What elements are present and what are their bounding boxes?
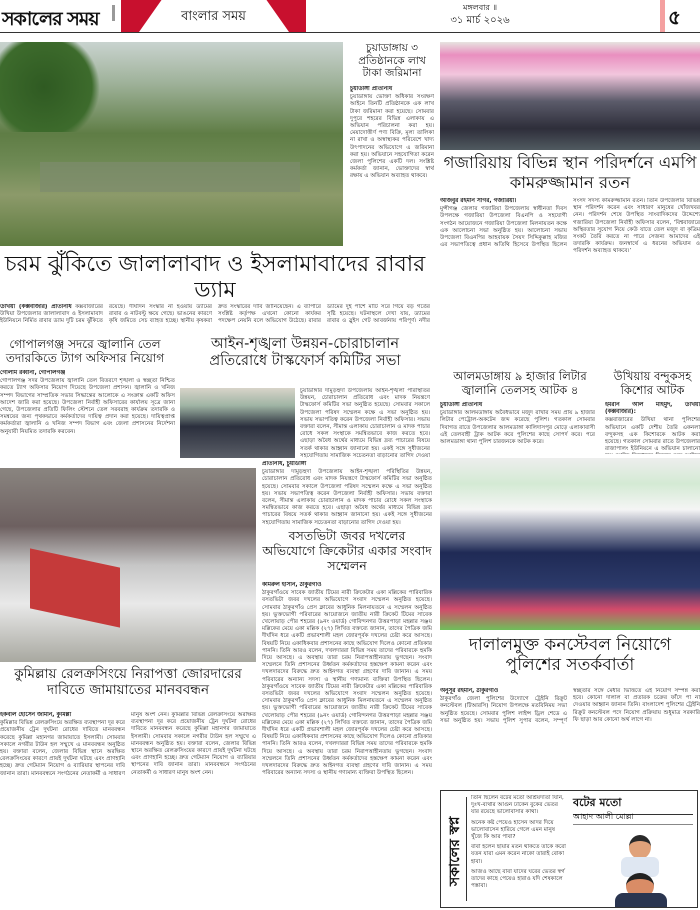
gopalganj-headline: গোপালগঞ্জ সদরে জ্বালানি তেল তদারকিতে ট্যাগ অফিসার নিয়োগ: [5, 337, 165, 366]
comilla-headline: কুমিল্লায় রেলক্রসিংয়ে নিরাপত্তা জোরদারের দাবিতে জামায়াতের মানববন্ধন: [14, 666, 242, 699]
taskforce-body: প্রতিনিধি, চুয়াডাঙ্গা চুয়াডাঙ্গার দামুড়হুদা উপজেলায় আইন-শৃঙ্খলা পরিস্থিতির উন্নয়ন, চোরাচালান প্রতিরোধ এবং মাদক নিয়ন্ত্রণে টাস্কফোর্স কমিটির সভা অনুষ্ঠিত হয়েছে। সোমবার সকালে উপজেলা পরিষদ সম্মেলন কক্ষে এ সভা অনুষ্ঠিত হয়। সভায় সভাপতিত্ব করেন উপজেলা নির্বাহী অফিসার। সভায় বক্তারা বলেন, সীমান্ত এলাকায় চোরাচালান ও মাদক পাচার রোধে সকল সংস্থাকে সমন্বিতভাবে কাজ করতে হবে। এছাড়া অবৈধ অর্থের মাধ্যমে বিভিন্ন দ্রব্য পাচারের বিষয়ে সতর্ক থাকার আহ্বান জানানো হয়। একই সঙ্গে সুধীজনের সহযোগিতায় সামাজিক সচেতনতা বাড়ানোর তাগিদ দেওয়া হয়।: [262, 461, 432, 525]
poem-stanza: আজও আছে বাবা যাদের ঘরের ভেতর স্বর্গ তাদের কাছে পেয়েও হারাও যদি শেষকালে পস্তাবা।: [471, 868, 565, 890]
constable-photo: [440, 458, 700, 630]
comilla-body: ইকবাল হোসেন জামান, কুমিল্লা কুমিল্লার বিভিন্ন রেলক্রসিংয়ে অরক্ষিত ব্যবস্থাপনা দূর করে প্রয়োজনীয় ট্রেন দুর্ঘটনা রোধের দাবিতে মানববন্ধন করেছে কুমিল্লা মহানগর জামায়াতে ইসলামী। সোমবার সকালে নগরীর টাউন হল সম্মুখে এ মানববন্ধন অনুষ্ঠিত হয়। বক্তারা বলেন, জেলার বিভিন্ন স্থানে অরক্ষিত রেলক্রসিংয়ের কারণে প্রায়ই দুর্ঘটনা ঘটছে এবং প্রাণহানি হচ্ছে। দ্রুত গেটম্যান নিয়োগ ও ব্যারিয়ার স্থাপনের দাবি জানান তারা। মানববন্ধনে সংগঠনের নেতাকর্মী ও সাধারণ মানুষ অংশ নেন। কুমিল্লার বিভিন্ন রেলক্রসিংয়ে অরক্ষিত ব্যবস্থাপনা দূর করে প্রয়োজনীয় ট্রেন দুর্ঘটনা রোধের দাবিতে মানববন্ধন করেছে কুমিল্লা মহানগর জামায়াতে ইসলামী। সোমবার সকালে নগরীর টাউন হল সম্মুখে এ মানববন্ধন অনুষ্ঠিত হয়। বক্তারা বলেন, জেলার বিভিন্ন স্থানে অরক্ষিত রেলক্রসিংয়ের কারণে প্রায়ই দুর্ঘটনা ঘটছে এবং প্রাণহানি হচ্ছে। দ্রুত গেটম্যান নিয়োগ ও ব্যারিয়ার স্থাপনের দাবি জানান তারা। মানববন্ধনে সংগঠনের নেতাকর্মী ও সাধারণ মানুষ অংশ নেন।: [0, 712, 256, 777]
section-title: বাংলার সময়: [181, 9, 246, 24]
chuadanga-fine-headline: চুয়াডাঙ্গায় ৩ প্রতিষ্ঠানকে লাখ টাকা জরিমানা: [358, 42, 426, 80]
cricketer-body: কামরুল হাসান, ঠাকুরগাঁও ঠাকুরগাঁওয়ে সাবেক জাতীয় টিমের নারী ক্রিকেটার একা মল্লিকের পারিবারিক বসতভিটা জবর দখলের অভিযোগে সংবাদ সম্মেলন অনুষ্ঠিত হয়েছে। সোমবার ঠাকুরগাঁও প্রেস ক্লাবের আধুনিক মিলনায়তনে এ সম্মেলন অনুষ্ঠিত হয়। ভুক্তভোগী পরিবারের আয়োজনে জাতীয় নারী ক্রিকেট টিমের সাবেক খেলোয়াড় পৌর শহরের (৯নং ওয়ার্ড) গোবিন্দনগর উত্তরপাড়া মহল্লার সঞ্জয় মল্লিকের মেয়ে একা মল্লিক (২৭) লিখিত বক্তব্যে জানান, তাদের পৈত্রিক জমি দীর্ঘদিন ধরে একটি প্রভাবশালী মহল জোরপূর্বক দখলের চেষ্টা করে আসছে। বিষয়টি নিয়ে একাধিকবার প্রশাসনের কাছে অভিযোগ দিলেও কোনো প্রতিকার পাননি। তিনি আরও বলেন, দখলদাররা বিভিন্ন সময় তাদের পরিবারকে হুমকি দিয়ে আসছে। এ অবস্থায় তারা চরম নিরাপত্তাহীনতায় ভুগছেন। সংবাদ সম্মেলনে তিনি প্রশাসনের উর্ধ্বতন কর্মকর্তাদের হস্তক্ষেপ কামনা করেন এবং দখলদারদের বিরুদ্ধে দ্রুত আইনগত ব্যবস্থা গ্রহণের দাবি জানান। এ সময় পরিবারের অন্যান্য সদস্য ও স্থানীয় গণ্যমান্য ব্যক্তিরা উপস্থিত ছিলেন। ঠাকুরগাঁওয়ে সাবেক জাতীয় টিমের নারী ক্রিকেটার একা মল্লিকের পারিবারিক বসতভিটা জবর দখলের অভিযোগে সংবাদ সম্মেলন অনুষ্ঠিত হয়েছে। সোমবার ঠাকুরগাঁও প্রেস ক্লাবের আধুনিক মিলনায়তনে এ সম্মেলন অনুষ্ঠিত হয়। ভুক্তভোগী পরিবারের আয়োজনে জাতীয় নারী ক্রিকেট টিমের সাবেক খেলোয়াড় পৌর শহরের (৯নং ওয়ার্ড) গোবিন্দনগর উত্তরপাড়া মহল্লার সঞ্জয় মল্লিকের মেয়ে একা মল্লিক (২৭) লিখিত বক্তব্যে জানান, তাদের পৈত্রিক জমি দীর্ঘদিন ধরে একটি প্রভাবশালী মহল জোরপূর্বক দখলের চেষ্টা করে আসছে। বিষয়টি নিয়ে একাধিকবার প্রশাসনের কাছে অভিযোগ দিলেও কোনো প্রতিকার পাননি। তিনি আরও বলেন, দখলদাররা বিভিন্ন সময় তাদের পরিবারকে হুমকি দিয়ে আসছে। এ অবস্থায় তারা চরম নিরাপত্তাহীনতায় ভুগছেন। সংবাদ সম্মেলনে তিনি প্রশাসনের উর্ধ্বতন কর্মকর্তাদের হস্তক্ষেপ কামনা করেন এবং দখলদারদের বিরুদ্ধে দ্রুত আইনগত ব্যবস্থা গ্রহণের দাবি জানান। এ সময় পরিবারের অন্যান্য সদস্য ও স্থানীয় গণ্যমান্য ব্যক্তিরা উপস্থিত ছিলেন।: [262, 582, 432, 777]
newspaper-logo: সকালের সময়: [2, 8, 99, 30]
taskforce-photo: [180, 388, 295, 458]
taskforce-headline: আইন-শৃঙ্খলা উন্নয়ন-চোরাচালান প্রতিরোধে টাস্কফোর্স কমিটির সভা: [209, 336, 401, 370]
masthead: [0, 0, 700, 33]
taskforce-body-side: চুয়াডাঙ্গার দামুড়হুদা উপজেলায় আইন-শৃঙ্খলা পরিস্থিতির উন্নয়ন, চোরাচালান প্রতিরোধ এবং মাদক নিয়ন্ত্রণে টাস্কফোর্স কমিটির সভা অনুষ্ঠিত হয়েছে। সোমবার সকালে উপজেলা পরিষদ সম্মেলন কক্ষে এ সভা অনুষ্ঠিত হয়। সভায় সভাপতিত্ব করেন উপজেলা নির্বাহী অফিসার। সভায় বক্তারা বলেন, সীমান্ত এলাকায় চোরাচালান ও মাদক পাচার রোধে সকল সংস্থাকে সমন্বিতভাবে কাজ করতে হবে। এছাড়া অবৈধ অর্থের মাধ্যমে বিভিন্ন দ্রব্য পাচারের বিষয়ে সতর্ক থাকার আহ্বান জানানো হয়। একই সঙ্গে সুধীজনের সহযোগিতায় সামাজিক সচেতনতা বাড়ানোর তাগিদ দেওয়া: [300, 388, 430, 458]
literary-box: [440, 790, 698, 908]
gopalganj-body: গোলাম রব্বানী, গোপালগঞ্জ গোপালগঞ্জ সদর উপজেলায় জ্বালানি তেল বিতরণে শৃঙ্খলা ও স্বচ্ছতা নিশ্চিত করতে ট্যাগ অফিসার নিয়োগ দিয়েছে উপজেলা প্রশাসন। জ্বালানি ও খনিজ সম্পদ বিভাগের সাম্প্রতিক সভার সিদ্ধান্তের আলোকে এ সংক্রান্ত একটি অফিস আদেশ জারি করা হয়েছে। উপজেলা নির্বাহী অফিসারের কার্যালয় সূত্রে জানা গেছে, উপজেলার প্রতিটি ফিলিং স্টেশনে তেল সরবরাহ কার্যক্রম তদারকি ও সমন্বয়ের জন্য পৃথকভাবে কর্মকর্তাদের দায়িত্ব প্রদান করা হয়েছে। দায়িত্বপ্রাপ্ত কর্মকর্তারা জ্বালানি ও খনিজ সম্পদ বিভাগ এবং জেলা প্রশাসনের নির্দেশনা অনুযায়ী নিয়মিত তদারকি করবেন।: [0, 370, 175, 435]
constable-body: অনুসূর রহমান, ঠাকুরগাঁও ঠাকুরগাঁও জেলা পুলিশের উদ্যোগে ট্রেইনি রিক্রুট কনস্টেবল (টিআরসি) নিয়োগ উপলক্ষে মতবিনিময় সভা অনুষ্ঠিত হয়েছে। সোমবার পুলিশ লাইন্স ড্রিল শেডে এ সভা অনুষ্ঠিত হয়। সভায় পুলিশ সুপার বলেন, সম্পূর্ণ স্বচ্ছতার সঙ্গে মেধার ভিত্তিতে এই নিয়োগ সম্পন্ন করা হবে। কোনো দালাল বা প্রতারক চক্রের ফাঁদে পা না দেওয়ার আহ্বান জানান তিনি। বাংলাদেশ পুলিশের ট্রেইনি রিক্রুট কনস্টেবল পদে নিয়োগ প্রক্রিয়ায় শুধুমাত্র সরকারি ফি ছাড়া আর কোনো অর্থ লাগে না।: [440, 688, 700, 724]
poem-stanza: অনেক কষ্ট পেয়েও হাসেন আদর দিয়ে ভালোবাসেন হারিয়ে গেলে এমন মানুষ খুঁজে কি আর পাবা?: [471, 819, 555, 841]
gazaria-headline: গজারিয়ায় বিভিন্ন স্থান পরিদর্শনে এমপি কামরুজ্জামান রতন: [443, 153, 697, 192]
section-banner: [121, 0, 306, 32]
page-number: ৫: [668, 5, 681, 29]
rubber-dam-body: উখিয়া (কক্সবাজার) প্রতিনিধি কক্সবাজারের উখিয়া উপজেলার জালালাবাদ ও ইসলামাবাদ ইউনিয়নে নির্মিত রাবার ড্যাম দুটি চরম ঝুঁকিতে রয়েছে। দীর্ঘদিন সংস্কার না হওয়ায় ড্যামের রাবার ও নাটবল্টু ক্ষয়ে গেছে। ভাঙনের কারণে কৃষি জমিতে সেচ ব্যাহত হচ্ছে। স্থানীয় কৃষকরা দ্রুত সংস্কারের দাবি জানিয়েছেন। এ ব্যাপারে সংশ্লিষ্ট কর্তৃপক্ষ এখনো কোনো কার্যকর পদক্ষেপ নেয়নি বলে অভিযোগ উঠেছে। রাবার ড্যামের দুই পাশে মাটি সরে গিয়ে বড় গর্তের সৃষ্টি হয়েছে। ঘটনাস্থলে দেখা যায়, ড্যামের রাবার ও স্লুইস গেট আবর্জনায় পরিপূর্ণ। নদীর: [0, 304, 430, 325]
alamdanga-headline: আলমডাঙ্গায় ৯ হাজার লিটার জ্বালানি তেলসহ আটক ৪: [453, 369, 587, 397]
poem-stanza: বাবা হলেন ছায়ার মতন থাকতে তাকে করো যতন যারা এমন করেন নাকো তারাই বোকা হাবা।: [471, 844, 566, 865]
rubber-dam-photo: [0, 42, 343, 246]
logo-bar: [112, 5, 115, 21]
comilla-photo: [0, 468, 256, 662]
poem-stanza: তিনি ছিলেন বটের মতো আশ্রয়দাতা যিনি, দুঃখ-ব্যথার আগুন ঢাকেন বুকের ভেতর যার রয়েছে ভালোবাসার কাথা।: [471, 795, 564, 816]
poet-name: আহাদ আলী মোল্লা: [573, 811, 693, 825]
rubber-dam-headline: চরম ঝুঁকিতে জালালাবাদ ও ইসলামাবাদের রাবার ড্যাম: [4, 252, 426, 303]
gazaria-body: অজিবুর রহমান সাগর, গজারিয়া। মুন্সীগঞ্জ জেলার গজারিয়া উপজেলায় স্বাধীনতা দিবস উপলক্ষে গজারিয়া উপজেলা বিএনপি ও সহযোগী সংগঠন আয়োজনে গজারিয়া উপজেলা মিলনায়তন কক্ষে এক আলোচনা সভা অনুষ্ঠিত হয়। আলোচনা সভায় উপজেলা বিএনপির আহবায়ক সৈয়দ সিদ্দিকুল্লাহ মজির এর সভাপতিত্বে প্রধান অতিথি হিসেবে উপস্থিত ছিলেন সংসদ সদস্য কামরুজ্জামান রতন। তিনি উপজেলার বিভিন্ন স্থান পরিদর্শন করেন এবং সাধারণ মানুষের খোঁজখবর নেন। পরিদর্শন শেষে উপস্থিত সাংবাদিকদের উদ্দেশ্যে গজারিয়া উপজেলা নির্বাহী অফিসার বলেন, ‘বিশ্ববাজারে অস্থিরতার সুযোগ নিয়ে কেউ যাতে তেল মজুদ বা কৃত্রিম সংকট তৈরি করতে না পারে সেজন্য আমাদের এই তদারকি কার্যক্রম। জনস্বার্থে এ ধরনের অভিযান ও পরিদর্শন অব্যাহত থাকবে।’: [440, 198, 700, 255]
alamdanga-body: চুয়াডাঙ্গা প্রতিনিধি চুয়াডাঙ্গার আলমডাঙ্গায় অবৈধভাবে মজুদ রাখার সময় প্রায় ৯ হাজার লিটার পেট্রোল-অকটেন জব্দ করেছে পুলিশ। গতকাল সোমবার দিবাগত রাতে উপজেলার আলমডাঙ্গা কালিদাসপুর মোড়ে এলাকাবাসী এই তেলবাহী ট্রাক আটক করে পুলিশের কাছে সোপর্দ করে। পরে আলমডাঙ্গা থানা পুলিশ চারজনকে আটক করে।: [440, 402, 595, 446]
cricketer-headline: বসতভিটা জবর দখলের অভিযোগে ক্রিকেটার একার সংবাদ সম্মেলন: [262, 528, 432, 573]
constable-headline: দালালমুক্ত কনস্টেবল নিয়োগে পুলিশের সতর্কবার্তা: [468, 635, 672, 676]
poem-title: বটের মতো: [573, 794, 693, 815]
chuadanga-fine-body: চুয়াডাঙ্গা প্রতিনিধি চুয়াডাঙ্গায় ভোক্তা অধিকার সংরক্ষণ আইনে তিনটি প্রতিষ্ঠানকে এক লাখ টাকা জরিমানা করা হয়েছে। সোমবার দুপুরে শহরের বিভিন্ন এলাকায় এ অভিযান পরিচালনা করা হয়। মেয়াদোত্তীর্ণ পণ্য বিক্রি, মূল্য তালিকা না রাখা ও অস্বাস্থ্যকর পরিবেশে খাদ্য উৎপাদনের অভিযোগে এ জরিমানা করা হয়। অভিযানে সহযোগিতা করেন জেলা পুলিশের একটি দল। সংশ্লিষ্ট কর্মকর্তা জানান, ভোক্তাদের স্বার্থ রক্ষায় এ অভিযান অব্যাহত থাকবে।: [350, 86, 434, 180]
ukhia-body: ইমরান আল মাহমুদ, উখিয়া (কক্সবাজার): কক্সবাজারের উখিয়া থানা পুলিশের অভিযানে একটি দেশীয় তৈরি একনলা বন্দুকসহ এক কিশোরকে আটক করা হয়েছে। গতকাল সোমবার রাতে উপজেলার রাজাপালং ইউনিয়নে এ অভিযান চালানো: [605, 402, 700, 453]
father-son-illustration: [601, 831, 686, 907]
issue-day: মঙ্গলবার ॥: [463, 3, 497, 12]
gazaria-photo: [440, 42, 700, 150]
issue-date: ৩১ মার্চ ২০২৬: [450, 15, 510, 26]
ukhia-headline: উখিয়ায় বন্দুকসহ কিশোর আটক: [613, 369, 692, 397]
poem-body: [471, 795, 566, 905]
literary-section-logo: সকালের স্বপ্ন: [447, 816, 463, 886]
